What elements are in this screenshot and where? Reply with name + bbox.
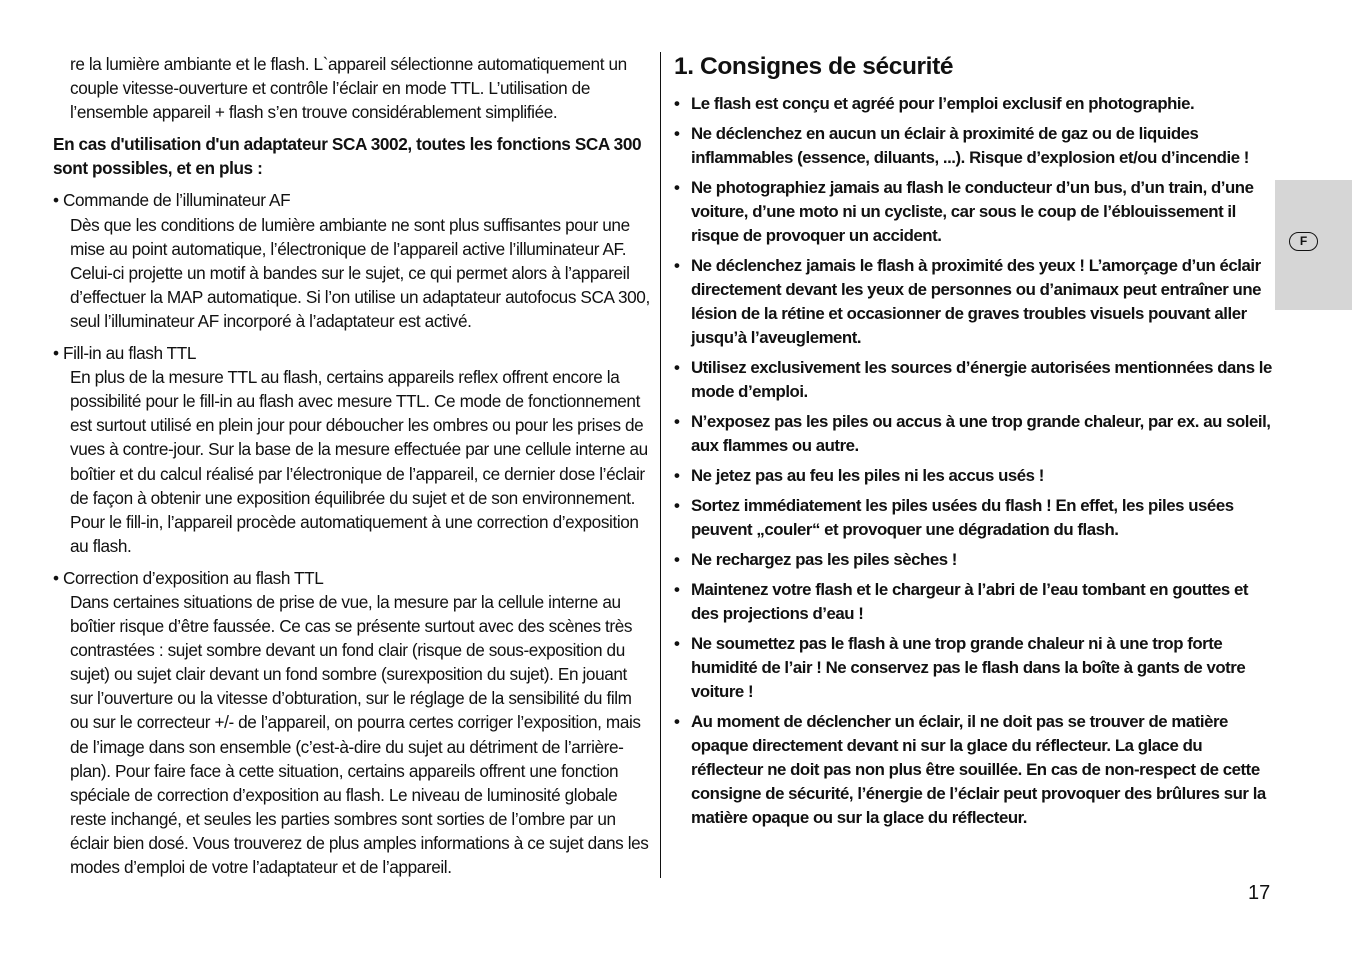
right-column (674, 52, 1276, 836)
left-column (53, 52, 651, 879)
page-number: 17 (1248, 882, 1271, 904)
feature-body: Dans certaines situations de prise de vue, la mesure par la cellule interne au boîtier risque d’être faussée. Ce cas se présente surtout avec des scènes très contrastées : sujet sombre devant un fond clair (risque de sous-exposition du sujet) ou sujet clair devant un fond sombre (surexposition du sujet). En jouant sur l’ouverture ou la vitesse d’obturation, sur le réglage de la sensibilité du film ou sur le correcteur +/- de l’appareil, on pourra certes corriger l’exposition, mais de l’image dans son ensemble (c’est-à-dire du sujet au détriment de l’arrière-plan). Pour faire face à cette situation, certains appareils offrent une fonction spéciale de correction d’exposition au flash. Le niveau de luminosité globale reste inchangé, et seules les parties sombres sont sorties de l’ombre par un éclair bien dosé. Vous trouverez de plus amples informations à ce sujet dans les modes d’emploi de votre l’adaptateur et de l’appareil. (70, 591, 649, 877)
list-item: • Ne déclenchez en aucun un éclair à proximité de gaz ou de liquides inflammables (essence, diluants, ...). Risque d’explosion et/ou d’incendie ! (674, 124, 1249, 167)
language-tab (1275, 180, 1352, 310)
adapter-heading: En cas d'utilisation d'un adaptateur SCA 3002, toutes les fonctions SCA 300 sont possibles, et en plus : (53, 134, 642, 179)
bullet: • (674, 550, 680, 569)
bullet: • (674, 466, 680, 485)
bullet: • (674, 412, 680, 431)
feature-af-illuminator (53, 188, 651, 333)
bullet: • (674, 178, 680, 197)
feature-title: • Correction d’exposition au flash TTL (53, 567, 324, 588)
feature-body: Dès que les conditions de lumière ambiante ne sont plus suffisantes pour une mise au point automatique, l’électronique de l’appareil active l’illuminateur AF. Celui-ci projette un motif à bandes sur le sujet, ce qui permet alors à l’appareil d’effectuer la MAP automatique. Si l’on utilise un adaptateur autofocus SCA 300, seul l’illuminateur AF incorporé à l’adaptateur est activé. (70, 214, 650, 331)
column-divider (660, 52, 661, 878)
list-item: • Ne rechargez pas les piles sèches ! (674, 548, 1276, 572)
bullet: • (674, 496, 680, 515)
feature-fill-in (53, 341, 651, 558)
section-heading: 1. Consignes de sécurité (674, 53, 954, 80)
list-item: • N’exposez pas les piles ou accus à une trop grande chaleur, par ex. au soleil, aux flammes ou autre. (674, 412, 1271, 455)
feature-exposure-correction (53, 566, 651, 879)
language-badge: F (1289, 232, 1318, 251)
bullet: • (674, 358, 680, 377)
feature-title: • Fill-in au flash TTL (53, 343, 197, 364)
feature-title: • Commande de l’illuminateur AF (53, 190, 291, 211)
list-item: • Maintenez votre flash et le chargeur à l’abri de l’eau tombant en gouttes et des projections d’eau ! (674, 580, 1249, 623)
list-item: • Utilisez exclusivement les sources d’énergie autorisées mentionnées dans le mode d’emploi. (674, 358, 1272, 401)
list-item: • Sortez immédiatement les piles usées du flash ! En effet, les piles usées peuvent „couler“ et provoquer une dégradation du flash. (674, 496, 1234, 539)
list-item: • Ne jetez pas au feu les piles ni les accus usés ! (674, 464, 1276, 488)
bullet: • (674, 256, 680, 275)
bullet: • (674, 94, 680, 113)
list-item: • Ne photographiez jamais au flash le conducteur d’un bus, d’un train, d’une voiture, d’une moto ni un cycliste, car sous le coup de l’éblouissement il risque de provoquer un accident. (674, 178, 1254, 245)
bullet: • (674, 124, 680, 143)
list-item: • Le flash est conçu et agréé pour l’emploi exclusif en photographie. (674, 92, 1276, 116)
safety-list (674, 92, 1276, 830)
list-item: • Au moment de déclencher un éclair, il ne doit pas se trouver de matière opaque directement devant ni sur la glace du réflecteur. La glace du réflecteur ne doit pas non plus être souillée. En cas de non-respect de cette consigne de sécurité, l’énergie de l’éclair peut provoquer des brûlures sur la matière opaque ou sur la glace du réflecteur. (674, 712, 1266, 827)
list-item: • Ne déclenchez jamais le flash à proximité des yeux ! L’amorçage d’un éclair directement devant les yeux de personnes ou d’animaux peut entraîner une lésion de la rétine et occasionner de graves troubles visuels pouvant aller jusqu’à l’aveuglement. (674, 256, 1262, 347)
bullet: • (674, 580, 680, 599)
feature-body: En plus de la mesure TTL au flash, certains appareils reflex offrent encore la possibilité pour le fill-in au flash avec mesure TTL. Ce mode de fonctionnement est surtout utilisé en plein jour pour déboucher les ombres ou pour les prises de vues à contre-jour. Sur la base de la mesure effectuée par une cellule interne au boîtier et du calcul réalisé par l’électronique de l’appareil, ce dernier dose l’éclair de façon à obtenir une exposition équilibrée du sujet et de son environnement. Pour le fill-in, l’appareil procède automatiquement à une correction d’exposition au flash. (70, 367, 648, 556)
bullet: • (674, 634, 680, 653)
intro-paragraph: re la lumière ambiante et le flash. L`appareil sélectionne automatiquement un couple vitesse-ouverture et contrôle l’éclair en mode TTL. L’utilisation de l’ensemble appareil + flash s’en trouve considérablement simplifiée. (70, 54, 627, 123)
bullet: • (674, 712, 680, 731)
list-item: • Ne soumettez pas le flash à une trop grande chaleur ni à une trop forte humidité de l’air ! Ne conservez pas le flash dans la boîte à gants de votre voiture ! (674, 634, 1246, 701)
